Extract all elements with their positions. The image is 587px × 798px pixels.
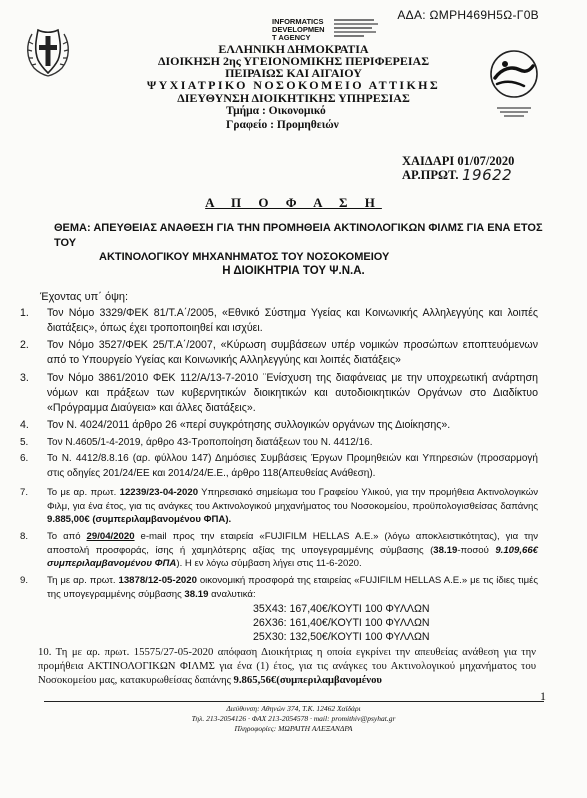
header-office: Γραφείο : Προμηθειών <box>226 119 339 131</box>
price-line: 26Χ36: 161,40€/ΚΟΥΤΙ 100 ΦΥΛΛΩΝ <box>253 617 430 629</box>
stamp-line: INFORMATICS <box>272 17 324 26</box>
subject-line-2: ΑΚΤΙΝΟΛΟΓΙΚΟΥ ΜΗΧΑΝΗΜΑΤΟΣ ΤΟΥ ΝΟΣΟΚΟΜΕΙΟΥ <box>99 251 390 263</box>
list-item <box>20 451 538 481</box>
item-text: οικονομική προσφορά της εταιρείας «FUJIFILM HELLAS A.E.» με τις ίδιες τιμές της υπογεγραμμένης σύμβασης <box>47 575 538 600</box>
header-department: Τμήμα : Οικονομικό <box>226 105 326 117</box>
header-directorate: ΔΙΕΥΘΥΝΣΗ ΔΙΟΙΚΗΤΙΚΗΣ ΥΠΗΡΕΣΙΑΣ <box>177 91 410 105</box>
item-number: 6. <box>20 453 29 464</box>
logo-caption <box>480 107 548 117</box>
list-item <box>20 306 538 336</box>
date-line: ΧΑΙΔΑΡΙ 01/07/2020 <box>402 154 515 168</box>
item-text: e-mail προς την εταιρεία «FUJIFILM HELLAS A.E.» (λόγω αποκλειστικότητας), για την αποστολή προσφοράς, ίσης ή χαμηλότερης αξίας της υπογεγραμμένης σύμβασης ( <box>47 531 538 556</box>
header-country: ΕΛΛΗΝΙΚΗ ΔΗΜΟΚΡΑΤΙΑ <box>218 42 369 56</box>
item-text: αναλυτικά: <box>208 588 256 600</box>
subject-label: ΘΕΜΑ: <box>54 222 91 234</box>
item-number: 7. <box>20 487 29 498</box>
footer-address: Διεύθυνση: Αθηνών 374, Τ.Κ. 12462 Χαϊδάρι <box>226 704 361 713</box>
list-item <box>20 486 538 527</box>
item-text: Τον Νόμο 3527/ΦΕΚ 25/Τ.Α΄/2007, «Κύρωση συμβάσεων υπέρ νομικών προσώπων εποπτευόμενων από το Υπουργείο Υγείας και Κοινωνικής Αλληλεγγύης και λοιπές διατάξεις» <box>47 339 538 366</box>
offer-ref: 13878/12-05-2020 <box>118 575 197 586</box>
contract-ref: 38.19 <box>184 588 209 600</box>
list-item <box>20 418 538 433</box>
item-text: Το από <box>47 531 87 542</box>
subject-line-1: ΑΠΕΥΘΕΙΑΣ ΑΝΑΘΕΣΗ ΓΙΑ ΤΗΝ ΠΡΟΜΗΘΕΙΑ ΑΚΤΙΝΟΛΟΓΙΚΩΝ ΦΙΛΜΣ ΓΙΑ ΕΝΑ ΕΤΟΣ ΤΟΥ <box>54 222 543 249</box>
item-number: 4. <box>20 419 29 431</box>
item-number: 1. <box>20 307 29 319</box>
protocol-ref: 12239/23-04-2020 <box>119 487 199 498</box>
item-text: Τον Νόμο 3861/2010 ΦΕΚ 112/Α/13-7-2010 ¨Ενίσχυση της διαφάνειας με την υποχρεωτική ανάρτηση νόμων και πράξεων των κυβερνητικών διοικητικών και αυτοδιοικητικών Οργάνων στο Διαδίκτυο «Πρόγραμμα Διαύγεια» και άλλες διατάξεις». <box>47 372 538 414</box>
item-text: Τον Νόμο 3329/ΦΕΚ 81/Τ.Α΄/2005, «Εθνικό Σύστημα Υγείας και Κοινωνικής Αλληλεγγύης και λοιπές διατάξεις», όπως έχει τροποποιηθεί και ισχύει. <box>47 307 538 334</box>
authority-heading: Η ΔΙΟΙΚΗΤΡΙΑ ΤΟΥ Ψ.Ν.Α. <box>222 265 365 277</box>
list-item <box>20 435 538 450</box>
stamp-fine-print <box>334 18 382 39</box>
item-text: Το με αρ. πρωτ. <box>47 487 120 498</box>
item-number: 5. <box>20 437 29 448</box>
protocol-number: 19622 <box>462 166 513 184</box>
item-text: ). Η εν λόγω σύμβαση λήγει στις 11-6-2020. <box>176 558 362 569</box>
item-number: 2. <box>20 339 29 351</box>
stamp-line: T AGENCY <box>272 33 311 42</box>
item-number: 8. <box>20 531 29 542</box>
list-item-10 <box>38 645 536 687</box>
decision-title: Α Π Ο Φ Α Σ Η <box>205 195 382 210</box>
list-item <box>20 371 538 416</box>
budget-amount: 9.885,00€ (συμπεριλαμβανομένου ΦΠΑ). <box>47 514 232 525</box>
stamp-line: DEVELOPMEN <box>272 25 325 34</box>
list-item <box>20 530 538 571</box>
header-region: ΠΕΙΡΑΙΩΣ ΚΑΙ ΑΙΓΑΙΟΥ <box>225 66 362 80</box>
item-text: Το Ν. 4412/8.8.16 (αρ. φύλλου 147) Δημόσιες Συμβάσεις Έργων Προμηθειών και Υπηρεσιών (προσαρμογή στις οδηγίες 201/24/ΕΕ και 2014/24/Ε.Ε., άρθρο 118(Απευθείας Ανάθεση). <box>47 453 538 479</box>
price-line: 25Χ30: 132,50€/ΚΟΥΤΙ 100 ΦΥΛΛΩΝ <box>253 631 430 643</box>
protocol-label: ΑΡ.ΠΡΩΤ. <box>402 168 459 182</box>
price-line: 35Χ43: 167,40€/ΚΟΥΤΙ 100 ΦΥΛΛΩΝ <box>253 603 430 615</box>
item-text: -ποσού <box>457 544 496 556</box>
contract-amount: 9.109,66€ συμπεριλαμβανομένου ΦΠΑ <box>47 544 538 569</box>
item-text: Τη με αρ. πρωτ. <box>47 575 119 586</box>
considering-label: Έχοντας υπ΄ όψη: <box>40 291 129 303</box>
item-number: 9. <box>20 575 29 586</box>
subject <box>54 221 554 265</box>
ada-code: ΑΔΑ: ΩΜΡΗ469Η5Ω-Γ0Β <box>397 8 539 22</box>
header-hospital: ΨΥΧΙΑΤΡΙΚΟ ΝΟΣΟΚΟΜΕΙΟ ΑΤΤΙΚΗΣ <box>146 78 441 92</box>
footer-info: Πληροφορίες: ΜΩΡΑΙΤΗ ΑΛΕΞΑΝΔΡΑ <box>234 724 353 733</box>
email-date: 29/04/2020 <box>86 531 135 542</box>
awarded-amount: 9.865,56€(συμπεριλαμβανομένου <box>233 674 382 686</box>
page-number: 1 <box>540 689 546 703</box>
item-text: 10. Τη με αρ. πρωτ. 15575/27-05-2020 απόφαση Διοικήτριας η οποία εγκρίνει την απευθείας ανάθεση για την προμήθεια ΑΚΤΙΝΟΛΟΓΙΚΩΝ ΦΙΛΜΣ για ένα (1) έτος, για τις ανάγκες του Ακτινολογικού μηχανήματος του Νοσοκομείου μας, κατακυρωθείσας δαπάνης <box>38 646 536 686</box>
item-number: 3. <box>20 372 29 384</box>
contract-ref: 38.19 <box>433 544 458 556</box>
signature-stamp <box>272 18 325 42</box>
footer-contact: Τηλ. 213-2054126 · ΦΑΧ 213-2054578 · mail: promithiv@psyhat.gr <box>191 714 396 723</box>
footer-divider <box>44 701 544 702</box>
list-item <box>20 574 538 601</box>
item-text: Τον Ν.4605/1-4-2019, άρθρο 43-Τροποποίηση διατάξεων του Ν. 4412/16. <box>47 437 373 448</box>
header-authority: ΔΙΟΙΚΗΣΗ 2ης ΥΓΕΙΟΝΟΜΙΚΗΣ ΠΕΡΙΦΕΡΕΙΑΣ <box>157 54 430 68</box>
item-text: Υπηρεσιακό σημείωμα του Γραφείου Υλικού, για την προμήθεια Ακτινολογικών Φιλμ, για ένα έτος, για τις ανάγκες του Ακτινολογικού μηχανήματος του Νοσοκομείου, προϋπολογισθείσας δαπάνης <box>47 487 538 512</box>
item-text: Τον Ν. 4024/2011 άρθρο 26 «περί συγκρότησης συλλογικών οργάνων της Διοίκησης». <box>47 419 451 431</box>
list-item <box>20 338 538 368</box>
